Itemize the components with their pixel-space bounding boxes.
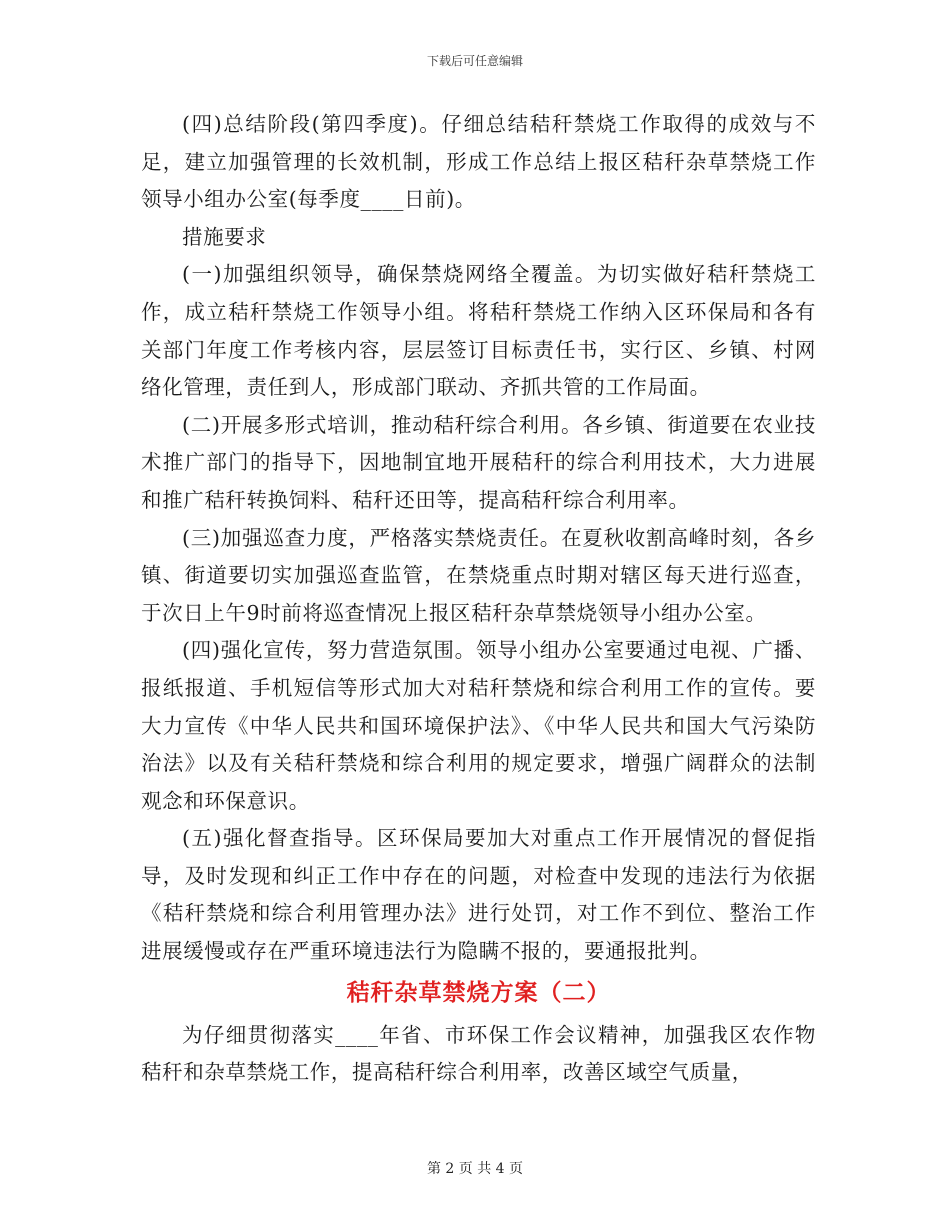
- paragraph-organization: (一)加强组织领导，确保禁烧网络全覆盖。为切实做好秸秆禁烧工作，成立秸秆禁烧工作领导小组。将秸秆禁烧工作纳入区环保局和各有关部门年度工作考核内容，层层签订目标责任书，实行区、乡镇、村网络化管理，责任到人，形成部门联动、齐抓共管的工作局面。: [141, 262, 816, 400]
- paragraph-supervision: (五)强化督查指导。区环保局要加大对重点工作开展情况的督促指导，及时发现和纠正工作中存在的问题，对检查中发现的违法行为依据《秸秆禁烧和综合利用管理办法》进行处罚，对工作不到位、整治工作进展缓慢或存在严重环境违法行为隐瞒不报的，要通报批判。: [141, 826, 816, 964]
- paragraph-plan-two-intro: 为仔细贯彻落实____年省、市环保工作会议精神，加强我区农作物秸秆和杂草禁烧工作，提高秸秆综合利用率，改善区域空气质量，: [141, 1022, 816, 1085]
- document-body: [141, 106, 816, 1092]
- paragraph-measures-heading: 措施要求: [182, 224, 267, 249]
- page-footer-number: 第 2 页 共 4 页: [426, 1161, 524, 1177]
- paragraph-publicity: (四)强化宣传，努力营造氛围。领导小组办公室要通过电视、广播、报纸报道、手机短信等形式加大对秸秆禁烧和综合利用工作的宣传。要大力宣传《中华人民共和国环境保护法》、《中华人民共和国大气污染防治法》以及有关秸秆禁烧和综合利用的规定要求，增强广阔群众的法制观念和环保意识。: [141, 638, 816, 813]
- page-header-note: 下载后可任意编辑: [426, 54, 523, 68]
- paragraph-summary-stage: (四)总结阶段(第四季度)。仔细总结秸秆禁烧工作取得的成效与不足，建立加强管理的长效机制，形成工作总结上报区秸秆杂草禁烧工作领导小组办公室(每季度____日前)。: [141, 112, 816, 212]
- paragraph-inspection: (三)加强巡查力度，严格落实禁烧责任。在夏秋收割高峰时刻，各乡镇、街道要切实加强巡查监管，在禁烧重点时期对辖区每天进行巡查，于次日上午9时前将巡查情况上报区秸秆杂草禁烧领导小组办公室。: [141, 525, 816, 625]
- paragraph-training: (二)开展多形式培训，推动秸秆综合利用。各乡镇、街道要在农业技术推广部门的指导下，因地制宜地开展秸秆的综合利用技术，大力进展和推广秸秆转换饲料、秸秆还田等，提高秸秆综合利用率。: [141, 412, 816, 512]
- section-title: 秸秆杂草禁烧方案（二）: [346, 979, 611, 1006]
